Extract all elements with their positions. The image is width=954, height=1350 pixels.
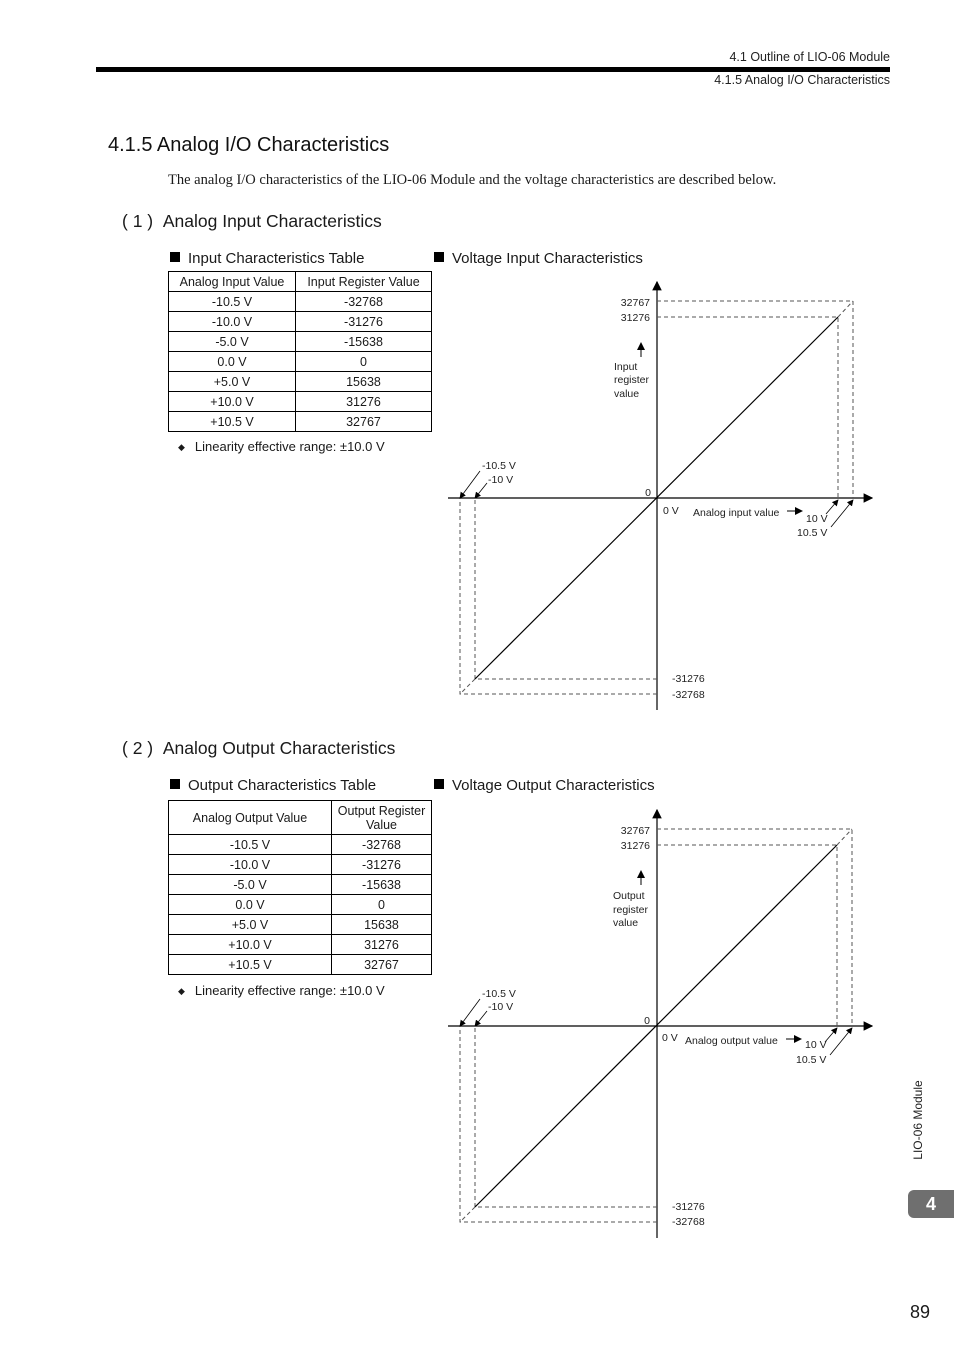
- chapter-side-label-text: LIO-06 Module: [911, 1080, 925, 1160]
- zero-v-label: 0 V: [662, 1032, 678, 1044]
- x-tick-neg: -10 V: [488, 1001, 514, 1013]
- table-cell: 31276: [296, 392, 432, 412]
- y-tick-bot-max: -32768: [672, 1216, 705, 1228]
- column-header: Analog Output Value: [169, 801, 332, 835]
- table-cell: 32767: [296, 412, 432, 432]
- table-cell: +10.5 V: [169, 412, 296, 432]
- table-cell: 31276: [332, 935, 432, 955]
- x-tick-neg-max: -10.5 V: [482, 460, 516, 472]
- table-row: [169, 412, 432, 432]
- origin-label: 0: [644, 1015, 650, 1027]
- chapter-side-label: [900, 1072, 936, 1168]
- output-characteristics-table: [168, 800, 432, 975]
- input-heading-text: Analog Input Characteristics: [162, 211, 382, 231]
- output-chart-caption-text: Voltage Output Characteristics: [452, 777, 655, 794]
- column-header: Input Register Value: [296, 272, 432, 292]
- table-row: [169, 392, 432, 412]
- table-cell: 32767: [332, 955, 432, 975]
- table-header-row: [169, 272, 432, 292]
- table-cell: 15638: [332, 915, 432, 935]
- table-cell: 0: [296, 352, 432, 372]
- voltage-output-chart: [440, 798, 890, 1238]
- y-tick-top: 31276: [620, 840, 650, 852]
- output-table-caption: [170, 777, 376, 794]
- table-row: [169, 895, 432, 915]
- table-cell: -15638: [296, 332, 432, 352]
- table-cell: -10.0 V: [169, 312, 296, 332]
- table-row: [169, 312, 432, 332]
- table-cell: -32768: [296, 292, 432, 312]
- table-cell: -31276: [296, 312, 432, 332]
- diamond-bullet-icon: ◆: [178, 986, 185, 996]
- x-tick-pos-max: 10.5 V: [797, 527, 828, 539]
- callout-neg: [475, 1011, 487, 1026]
- x-tick-neg-max: -10.5 V: [482, 988, 516, 1000]
- square-bullet-icon: [434, 252, 444, 262]
- output-chart-caption: [434, 777, 655, 794]
- table-cell: 0: [332, 895, 432, 915]
- x-axis-label: Analog input value: [693, 507, 780, 519]
- output-table-caption-text: Output Characteristics Table: [188, 777, 377, 794]
- column-header: Output Register Value: [332, 801, 432, 835]
- table-cell: 15638: [296, 372, 432, 392]
- table-cell: -31276: [332, 855, 432, 875]
- output-heading: [122, 738, 395, 759]
- table-cell: -10.0 V: [169, 855, 332, 875]
- table-cell: -10.5 V: [169, 292, 296, 312]
- x-tick-neg: -10 V: [488, 474, 514, 486]
- input-linearity-note: [178, 439, 385, 454]
- table-row: [169, 835, 432, 855]
- y-axis-label-2: register: [614, 374, 650, 386]
- voltage-input-chart: [440, 270, 890, 710]
- table-cell: -5.0 V: [169, 332, 296, 352]
- header-subsection: 4.1.5 Analog I/O Characteristics: [714, 73, 890, 87]
- input-table-caption-text: Input Characteristics Table: [188, 250, 365, 267]
- table-row: [169, 352, 432, 372]
- y-tick-top-max: 32767: [620, 297, 650, 309]
- guide-sat-top: [837, 829, 852, 845]
- input-chart-caption: [434, 250, 643, 267]
- table-row: [169, 855, 432, 875]
- output-heading-text: Analog Output Characteristics: [162, 738, 396, 758]
- table-row: [169, 292, 432, 312]
- table-cell: -15638: [332, 875, 432, 895]
- square-bullet-icon: [170, 252, 180, 262]
- table-cell: +5.0 V: [169, 372, 296, 392]
- output-linearity-note-text: Linearity effective range: ±10.0 V: [194, 983, 385, 998]
- x-axis-label: Analog output value: [685, 1035, 778, 1047]
- x-tick-pos: 10 V: [805, 1039, 827, 1051]
- zero-v-label: 0 V: [663, 505, 679, 517]
- input-table-caption: [170, 250, 364, 267]
- guide-sat-bot: [460, 679, 475, 694]
- table-cell: +5.0 V: [169, 915, 332, 935]
- callout-neg: [475, 483, 487, 498]
- table-row: [169, 372, 432, 392]
- y-axis-label-2: register: [613, 904, 649, 916]
- y-axis-label-3: value: [614, 388, 640, 400]
- y-tick-bot: -31276: [672, 1201, 705, 1213]
- table-cell: -5.0 V: [169, 875, 332, 895]
- y-axis-label-1: Output: [613, 890, 645, 902]
- table-header-row: [169, 801, 432, 835]
- table-cell: -32768: [332, 835, 432, 855]
- input-chart-caption-text: Voltage Input Characteristics: [452, 250, 643, 267]
- table-cell: -10.5 V: [169, 835, 332, 855]
- y-tick-bot-max: -32768: [672, 689, 705, 701]
- header-section: 4.1 Outline of LIO-06 Module: [729, 50, 890, 64]
- output-linearity-note: [178, 983, 385, 998]
- page-number: 89: [909, 1302, 930, 1322]
- y-axis-label-3: value: [613, 917, 639, 929]
- y-tick-bot: -31276: [672, 673, 705, 685]
- input-heading: [122, 211, 382, 232]
- origin-label: 0: [645, 487, 651, 499]
- y-tick-top-max: 32767: [620, 825, 650, 837]
- callout-neg-max: [460, 471, 480, 498]
- table-cell: 0.0 V: [169, 352, 296, 372]
- table-cell: +10.0 V: [169, 392, 296, 412]
- x-tick-pos-max: 10.5 V: [796, 1054, 827, 1066]
- y-axis-label-1: Input: [614, 361, 638, 373]
- x-tick-pos: 10 V: [806, 513, 828, 525]
- table-cell: 0.0 V: [169, 895, 332, 915]
- column-header: Analog Input Value: [169, 272, 296, 292]
- callout-neg-max: [460, 999, 480, 1026]
- guide-sat-bot: [460, 1207, 475, 1222]
- callout-pos: [825, 1028, 837, 1042]
- table-row: [169, 955, 432, 975]
- table-cell: +10.0 V: [169, 935, 332, 955]
- chapter-tab: 4: [908, 1190, 954, 1218]
- input-heading-number: ( 1 ): [122, 211, 154, 231]
- square-bullet-icon: [434, 779, 444, 789]
- table-cell: +10.5 V: [169, 955, 332, 975]
- square-bullet-icon: [170, 779, 180, 789]
- y-tick-top: 31276: [620, 312, 650, 324]
- table-row: [169, 332, 432, 352]
- callout-pos: [826, 500, 838, 514]
- header-rule: [96, 67, 890, 72]
- page-title: 4.1.5 Analog I/O Characteristics: [108, 134, 390, 156]
- input-characteristics-table: [168, 271, 432, 432]
- table-row: [169, 935, 432, 955]
- output-heading-number: ( 2 ): [122, 738, 154, 758]
- intro-paragraph: The analog I/O characteristics of the LIO-06 Module and the voltage characteristics are described below.: [168, 172, 777, 188]
- table-row: [169, 875, 432, 895]
- diamond-bullet-icon: ◆: [178, 442, 185, 452]
- table-row: [169, 915, 432, 935]
- guide-sat-top: [838, 301, 853, 317]
- input-linearity-note-text: Linearity effective range: ±10.0 V: [194, 439, 385, 454]
